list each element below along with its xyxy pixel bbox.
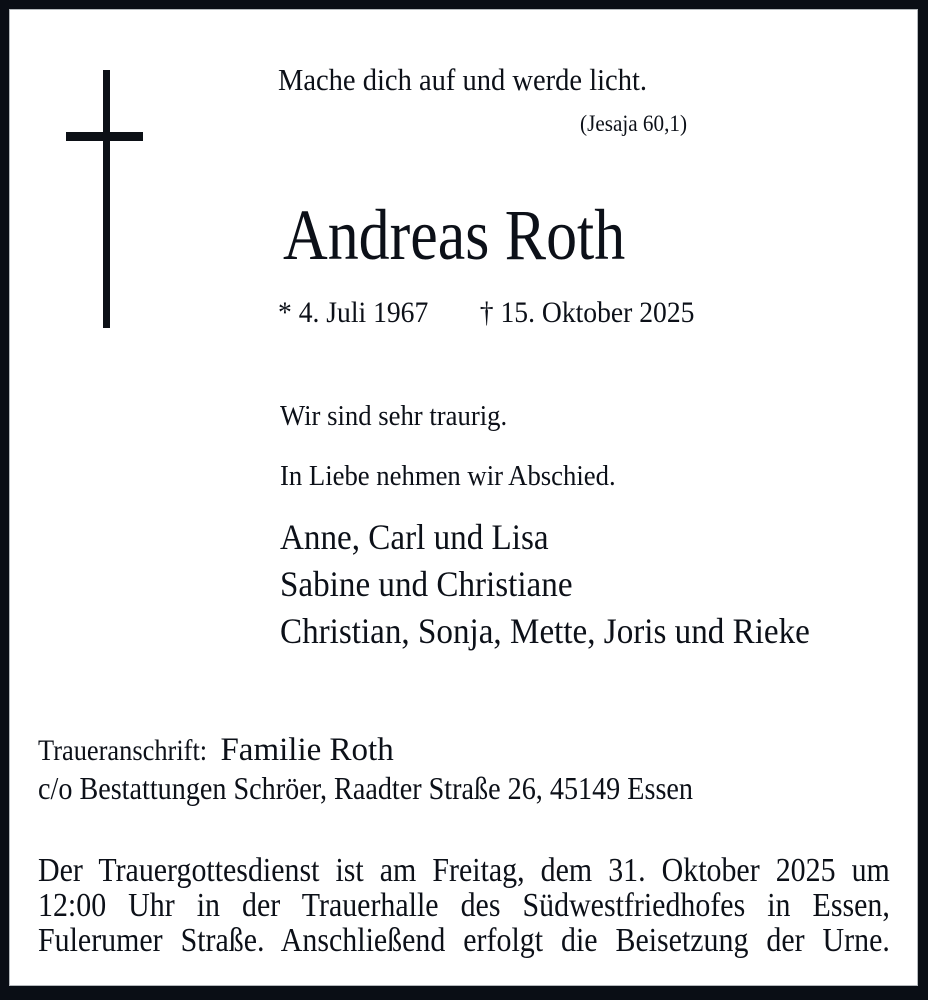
service-line: Der Trauergottesdienst ist am Freitag, dem 31. Oktober 2025 um — [38, 852, 890, 889]
mourners-line: Sabine und Christiane — [280, 564, 573, 604]
condolence-address — [38, 732, 394, 770]
mourners-line: Anne, Carl und Lisa — [280, 517, 549, 557]
death-date: † 15. Oktober 2025 — [479, 296, 695, 329]
service-line: Fulerumer Straße. Anschließend erfolgt die Beisetzung der Urne. — [38, 922, 890, 959]
scripture-quote: Mache dich auf und werde licht. — [278, 62, 648, 97]
condolence-address-name: Familie Roth — [220, 732, 394, 768]
farewell-line: In Liebe nehmen wir Abschied. — [280, 460, 616, 492]
mourners-list — [280, 514, 810, 655]
scripture-reference: (Jesaja 60,1) — [580, 111, 687, 136]
condolence-address-co-line: c/o Bestattungen Schröer, Raadter Straße 26, 45149 Essen — [38, 770, 693, 806]
grief-line: Wir sind sehr traurig. — [280, 400, 508, 432]
notice-frame — [9, 9, 918, 986]
service-announcement — [38, 853, 890, 958]
life-dates — [278, 296, 694, 331]
mourners-line: Christian, Sonja, Mette, Joris und Rieke — [280, 611, 810, 651]
condolence-address-label: Traueranschrift: — [38, 734, 208, 767]
birth-date: * 4. Juli 1967 — [278, 296, 429, 329]
service-line: 12:00 Uhr in der Trauerhalle des Südwestfriedhofes in Essen, — [38, 887, 890, 924]
deceased-name: Andreas Roth — [283, 195, 626, 275]
